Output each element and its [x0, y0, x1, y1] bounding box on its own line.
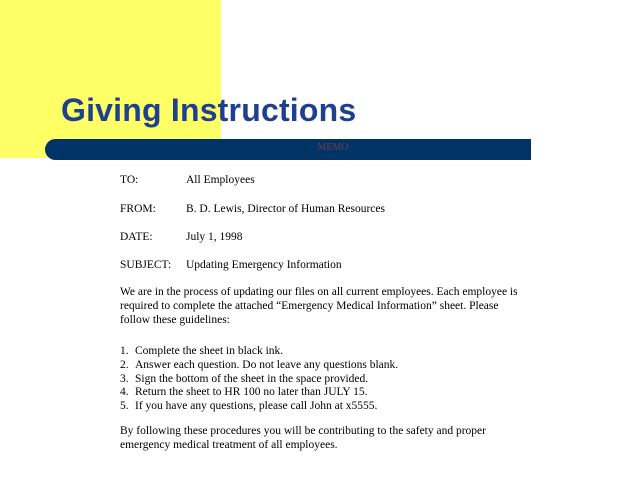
memo-from-key: FROM:: [120, 203, 156, 215]
list-item-text: Complete the sheet in black ink.: [135, 345, 284, 357]
list-item-number: 2.: [120, 358, 129, 371]
list-item-text: Answer each question. Do not leave any questions blank.: [135, 358, 399, 371]
memo-to-key: TO:: [120, 174, 139, 186]
title-bar: [45, 139, 531, 160]
memo-subject-value: Updating Emergency Information: [186, 259, 342, 271]
memo-closing-paragraph: By following these procedures you will be contributing to the safety and proper emergency medical treatment of all employees.: [120, 425, 486, 451]
list-item: [120, 386, 398, 400]
memo-date-value: July 1, 1998: [186, 231, 243, 243]
list-item-text: Sign the bottom of the sheet in the space provided.: [135, 372, 369, 385]
memo-intro-paragraph: We are in the process of updating our files on all current employees. Each employee is required to complete the attached “Emergency Medical Information” sheet. Please follow these guidelines:: [120, 286, 518, 326]
memo-from-value: B. D. Lewis, Director of Human Resources: [186, 203, 385, 215]
yellow-accent-block: [0, 0, 221, 158]
list-item: [120, 400, 398, 414]
memo-date-key: DATE:: [120, 231, 153, 243]
memo-subject-key: SUBJECT:: [120, 259, 172, 271]
memo-to-value: All Employees: [186, 174, 255, 186]
list-item-number: 3.: [120, 372, 129, 385]
list-item-number: 5.: [120, 400, 129, 413]
list-item-text: Return the sheet to HR 100 no later than JULY 15.: [135, 386, 368, 399]
slide-title: Giving Instructions: [61, 92, 357, 128]
list-item: [120, 345, 398, 359]
list-item: [120, 373, 398, 387]
list-item-text: If you have any questions, please call John at x5555.: [135, 400, 378, 413]
memo-label: MEMO: [317, 142, 349, 153]
list-item-number: 1.: [120, 345, 129, 357]
list-item: [120, 359, 398, 373]
guidelines-list: [120, 345, 398, 414]
list-item-number: 4.: [120, 386, 129, 399]
